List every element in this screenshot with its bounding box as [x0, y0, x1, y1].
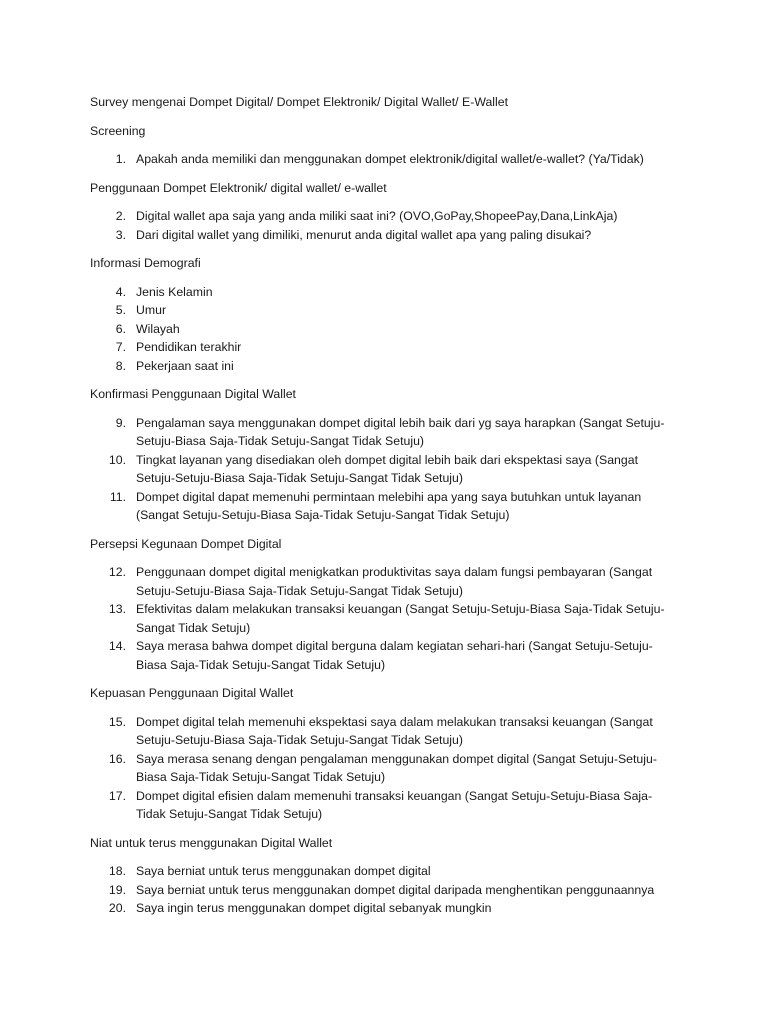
question-text: Wilayah — [136, 321, 180, 336]
question-list-persepsi — [90, 563, 680, 674]
question-text: Dompet digital telah memenuhi ekspektasi saya dalam melakukan transaksi keuangan (Sangat Setuju-Setuju-Biasa Saja-Tidak Setuju-Sangat Tidak Setuju) — [136, 714, 653, 747]
document-title: Survey mengenai Dompet Digital/ Dompet Elektronik/ Digital Wallet/ E-Wallet — [90, 95, 509, 109]
question-list-konfirmasi — [90, 414, 680, 525]
section-heading-niat: Niat untuk terus menggunakan Digital Wallet — [90, 835, 333, 850]
question-number: 9. — [115, 415, 126, 430]
question-text: Dari digital wallet yang dimiliki, menurut anda digital wallet apa yang paling disukai? — [136, 227, 592, 242]
section-heading-screening: Screening — [90, 123, 146, 138]
question-list-penggunaan — [90, 207, 680, 244]
question-number: 20. — [108, 901, 126, 915]
question-number: 4. — [115, 284, 126, 299]
question-text: Pendidikan terakhir — [136, 340, 242, 354]
question-item — [90, 451, 680, 488]
question-item — [90, 488, 680, 525]
spacer — [90, 169, 680, 179]
question-text: Dompet digital dapat memenuhi permintaan melebihi apa yang saya butuhkan untuk layanan (Sangat Setuju-Setuju-Biasa Saja-Tidak Setuju-Sangat Tidak Setuju) — [136, 489, 642, 522]
question-text: Efektivitas dalam melakukan transaksi keuangan (Sangat Setuju-Setuju-Biasa Saja-Tidak Setuju-Sangat Tidak Setuju) — [136, 602, 665, 635]
question-item — [90, 881, 680, 900]
question-number: 1. — [115, 152, 126, 166]
question-text: Pekerjaan saat ini — [136, 358, 234, 373]
question-number: 18. — [108, 864, 126, 878]
question-text: Digital wallet apa saja yang anda miliki saat ini? (OVO,GoPay,ShopeePay,Dana,LinkAja) — [136, 209, 618, 223]
question-text: Apakah anda memiliki dan menggunakan dompet elektronik/digital wallet/e-wallet? (Ya/Tidak) — [136, 152, 644, 166]
question-text: Saya berniat untuk terus menggunakan dompet digital — [136, 864, 431, 878]
question-item — [90, 283, 680, 302]
question-text: Umur — [136, 303, 167, 317]
spacer — [90, 674, 680, 684]
spacer — [90, 852, 680, 862]
question-item — [90, 563, 680, 600]
section-heading-penggunaan: Penggunaan Dompet Elektronik/ digital wallet/ e-wallet — [90, 180, 387, 195]
question-number: 3. — [115, 227, 126, 242]
spacer — [90, 404, 680, 414]
question-number: 13. — [108, 602, 126, 616]
question-item — [90, 787, 680, 824]
spacer — [90, 553, 680, 563]
question-text: Saya berniat untuk terus menggunakan dompet digital daripada menghentikan penggunaannya — [136, 882, 655, 897]
spacer — [90, 244, 680, 254]
spacer — [90, 703, 680, 713]
question-number: 16. — [108, 751, 126, 766]
question-item — [90, 899, 680, 918]
question-item — [90, 713, 680, 750]
question-text: Dompet digital efisien dalam memenuhi transaksi keuangan (Sangat Setuju-Setuju-Biasa Saja-Tidak Setuju-Sangat Tidak Setuju) — [136, 788, 653, 821]
question-number: 7. — [115, 340, 126, 354]
question-number: 5. — [115, 303, 126, 317]
question-text: Jenis Kelamin — [136, 284, 213, 299]
question-list-screening — [90, 150, 680, 169]
question-item — [90, 338, 680, 357]
question-text: Penggunaan dompet digital menigkatkan produktivitas saya dalam fungsi pembayaran (Sangat Setuju-Setuju-Biasa Saja-Tidak Setuju-Sangat Tidak Setuju) — [136, 565, 653, 598]
question-number: 17. — [108, 788, 126, 803]
question-number: 19. — [108, 882, 126, 897]
question-text: Saya merasa senang dengan pengalaman menggunakan dompet digital (Sangat Setuju-Setuju-Biasa Saja-Tidak Setuju-Sangat Tidak Setuju) — [136, 751, 657, 784]
question-number: 10. — [108, 452, 126, 467]
question-number: 15. — [108, 714, 126, 729]
question-number: 6. — [115, 321, 126, 336]
spacer — [90, 112, 680, 122]
question-text: Saya ingin terus menggunakan dompet digital sebanyak mungkin — [136, 901, 492, 915]
question-item — [90, 600, 680, 637]
question-item — [90, 301, 680, 320]
question-item — [90, 226, 680, 245]
question-text: Pengalaman saya menggunakan dompet digital lebih baik dari yg saya harapkan (Sangat Setuju-Setuju-Biasa Saja-Tidak Setuju-Sangat Tidak Setuju) — [136, 415, 665, 448]
question-item — [90, 320, 680, 339]
spacer — [90, 140, 680, 150]
question-text: Tingkat layanan yang disediakan oleh dompet digital lebih baik dari ekspektasi saya (Sangat Setuju-Setuju-Biasa Saja-Tidak Setuju-Sangat Tidak Setuju) — [136, 452, 638, 485]
question-text: Saya merasa bahwa dompet digital berguna dalam kegiatan sehari-hari (Sangat Setuju-Setuju-Biasa Saja-Tidak Setuju-Sangat Tidak Setuju) — [136, 639, 653, 672]
question-item — [90, 862, 680, 881]
spacer — [90, 525, 680, 535]
question-item — [90, 637, 680, 674]
question-item — [90, 150, 680, 169]
question-number: 14. — [108, 639, 126, 653]
section-heading-kepuasan: Kepuasan Penggunaan Digital Wallet — [90, 686, 294, 700]
document-content — [90, 93, 680, 918]
section-heading-demografi: Informasi Demografi — [90, 256, 201, 270]
question-list-niat — [90, 862, 680, 918]
question-number: 8. — [115, 358, 126, 373]
question-number: 11. — [109, 489, 126, 504]
section-heading-konfirmasi: Konfirmasi Penggunaan Digital Wallet — [90, 387, 296, 401]
spacer — [90, 824, 680, 834]
question-number: 12. — [108, 565, 126, 579]
question-list-demografi — [90, 283, 680, 376]
question-number: 2. — [115, 209, 126, 223]
spacer — [90, 375, 680, 385]
spacer — [90, 197, 680, 207]
question-item — [90, 414, 680, 451]
spacer — [90, 273, 680, 283]
question-item — [90, 357, 680, 376]
question-item — [90, 750, 680, 787]
question-list-kepuasan — [90, 713, 680, 824]
section-heading-persepsi: Persepsi Kegunaan Dompet Digital — [90, 536, 282, 551]
question-item — [90, 207, 680, 226]
